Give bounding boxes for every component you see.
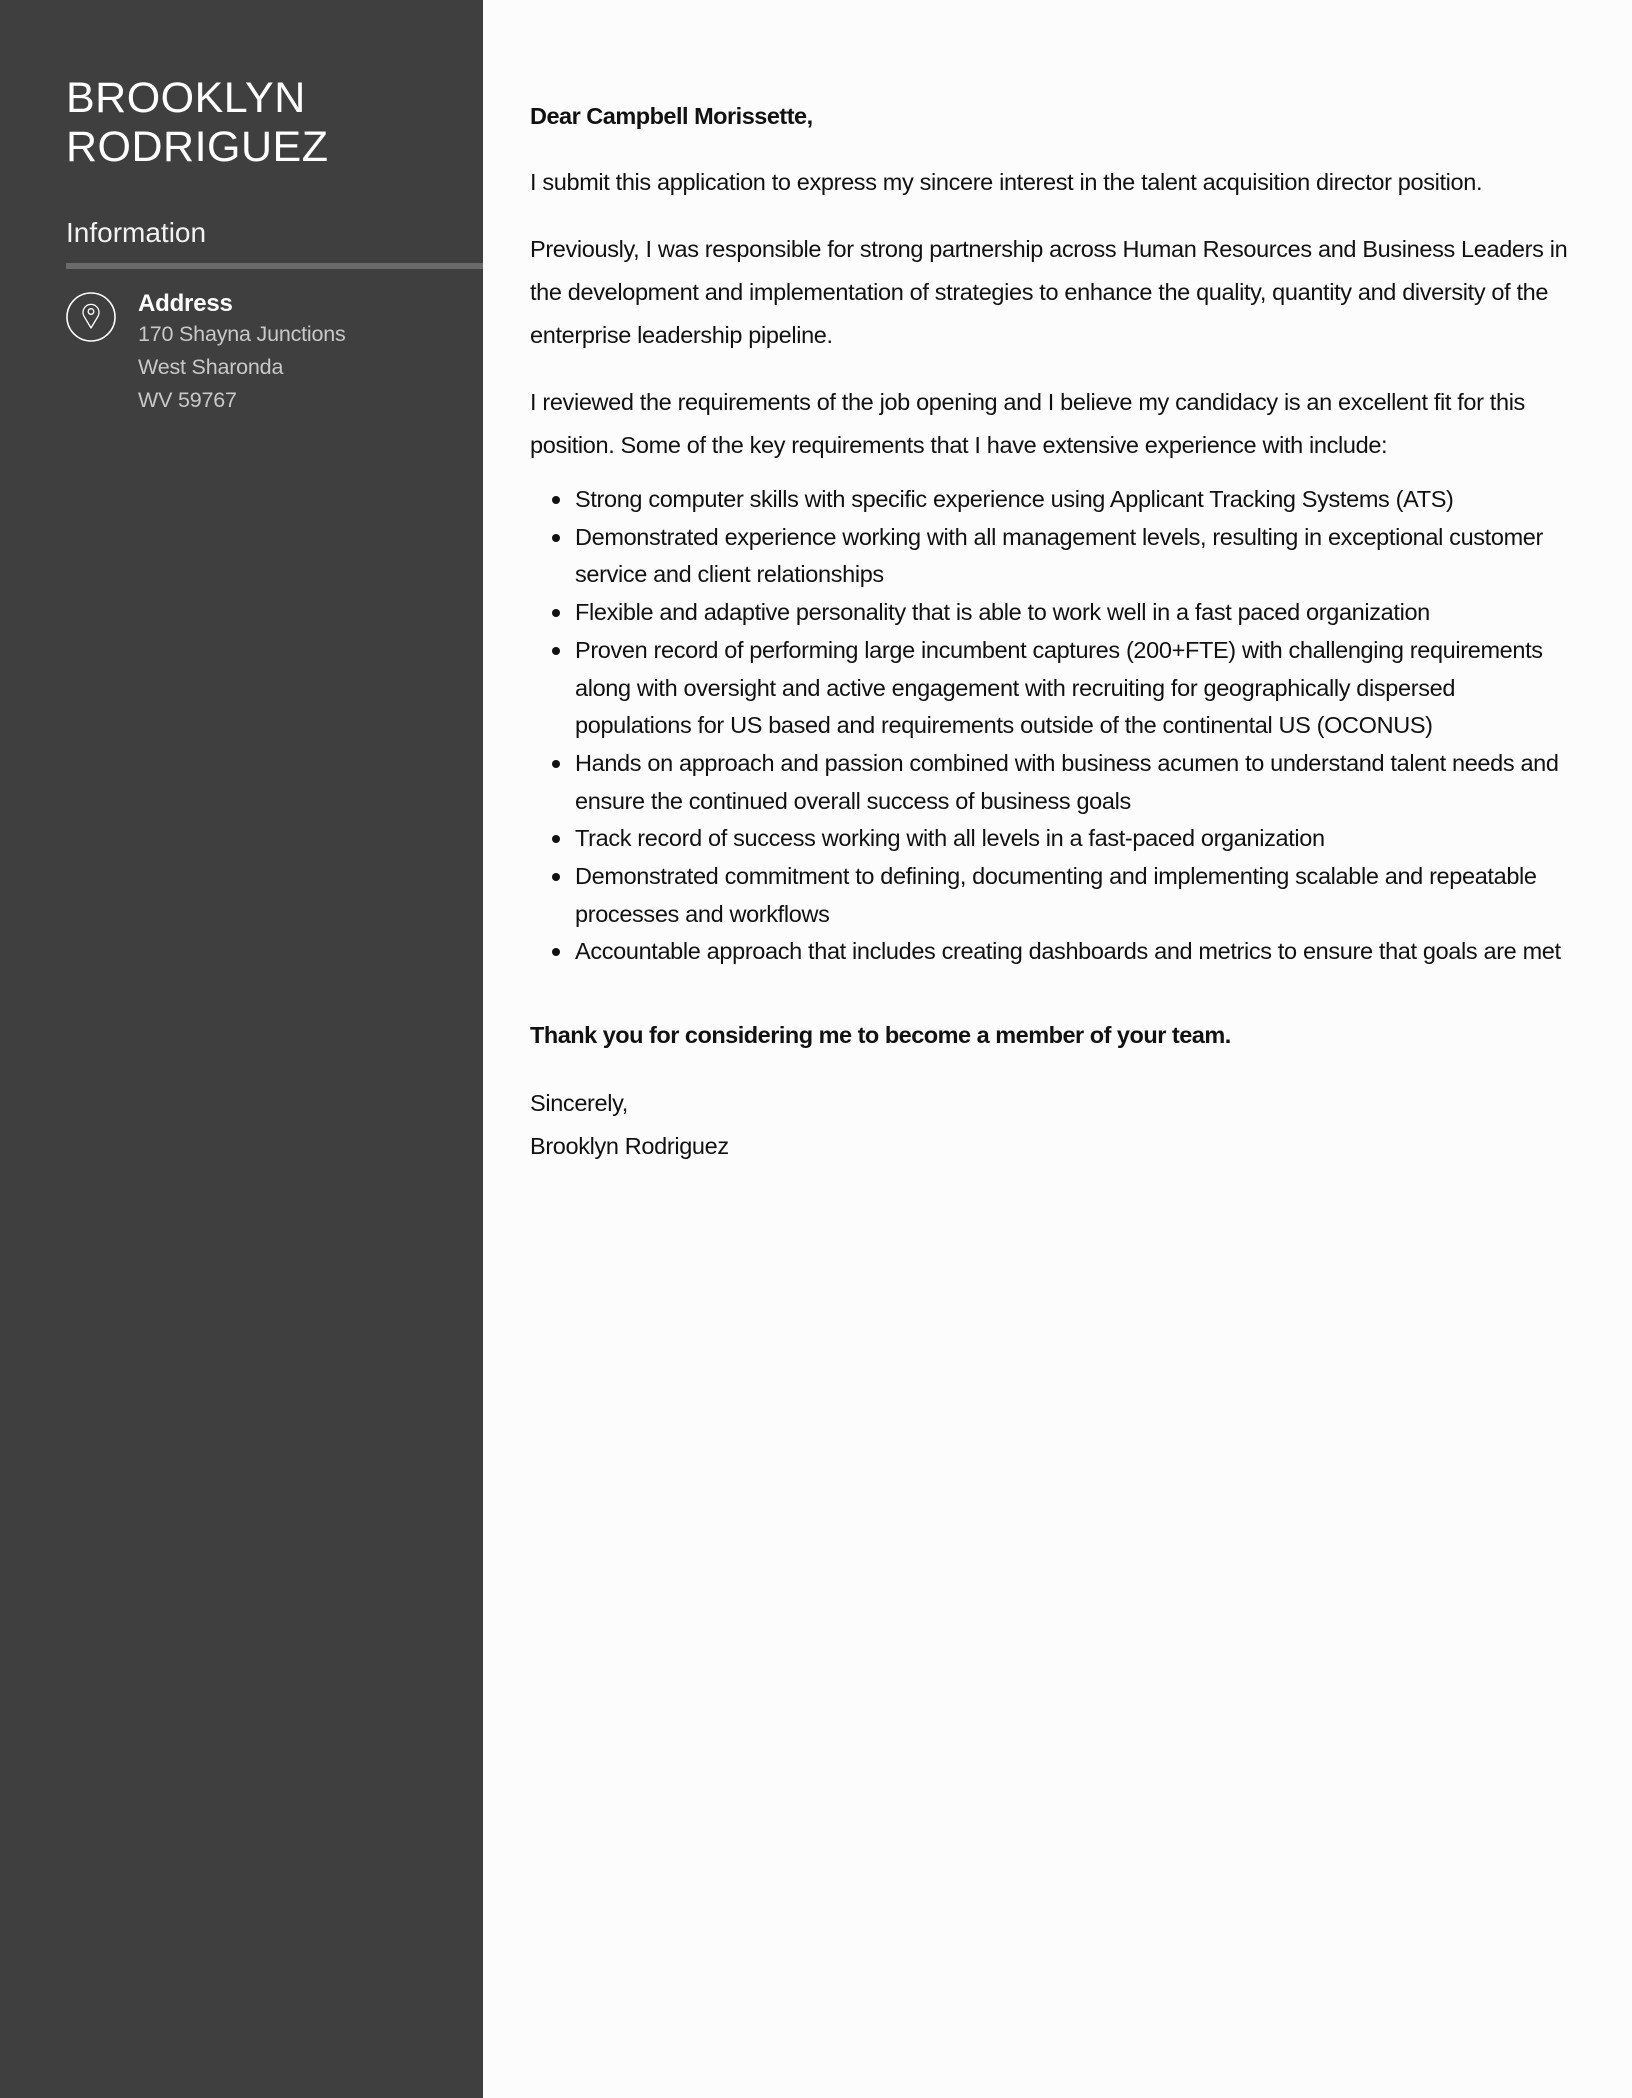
requirements-list: [530, 481, 1570, 971]
name-last: RODRIGUEZ: [66, 123, 329, 171]
list-item: Proven record of performing large incumbent captures (200+FTE) with challenging requirements along with oversight and active engagement with recruiting for geographically dispersed populations for US based and requirements outside of the continental US (OCONUS): [575, 632, 1570, 745]
paragraph-intro: I submit this application to express my sincere interest in the talent acquisition director position.: [530, 169, 1483, 195]
letter-body: [530, 95, 1570, 1168]
paragraph-experience: Previously, I was responsible for strong partnership across Human Resources and Business Leaders in the development and implementation of strategies to enhance the quality, quantity and diversity of the enterprise leadership pipeline.: [530, 236, 1568, 348]
address-line-1: 170 Shayna Junctions: [138, 322, 346, 346]
paragraph-requirements: I reviewed the requirements of the job opening and I believe my candidacy is an excellent fit for this position. Some of the key requirements that I have extensive experience with include:: [530, 389, 1525, 458]
list-item: Strong computer skills with specific experience using Applicant Tracking Systems (ATS): [575, 481, 1570, 519]
list-item: Track record of success working with all levels in a fast-paced organization: [575, 820, 1570, 858]
address-block: [138, 290, 346, 417]
signoff-block: [530, 1082, 1570, 1168]
signature: Brooklyn Rodriguez: [530, 1133, 729, 1160]
section-title-information: Information: [66, 217, 207, 248]
name-first: BROOKLYN: [66, 74, 306, 122]
address-line-3: WV 59767: [138, 388, 237, 412]
list-item: Hands on approach and passion combined with business acumen to understand talent needs and ensure the continued overall success of business goals: [575, 745, 1570, 820]
list-item: Accountable approach that includes creating dashboards and metrics to ensure that goals are met: [575, 933, 1570, 971]
map-pin-icon: [66, 292, 116, 342]
signoff: Sincerely,: [530, 1090, 628, 1117]
closing-line: Thank you for considering me to become a member of your team.: [530, 1022, 1231, 1049]
address-line-2: West Sharonda: [138, 355, 284, 379]
list-item: Flexible and adaptive personality that is able to work well in a fast paced organization: [575, 594, 1570, 632]
list-item: Demonstrated experience working with all management levels, resulting in exceptional customer service and client relationships: [575, 519, 1570, 594]
list-item: Demonstrated commitment to defining, documenting and implementing scalable and repeatable processes and workflows: [575, 858, 1570, 933]
address-label: Address: [138, 290, 233, 317]
candidate-name: [66, 74, 329, 172]
section-divider: [66, 263, 483, 269]
sidebar: [0, 0, 483, 2098]
salutation: Dear Campbell Morissette,: [530, 103, 813, 129]
